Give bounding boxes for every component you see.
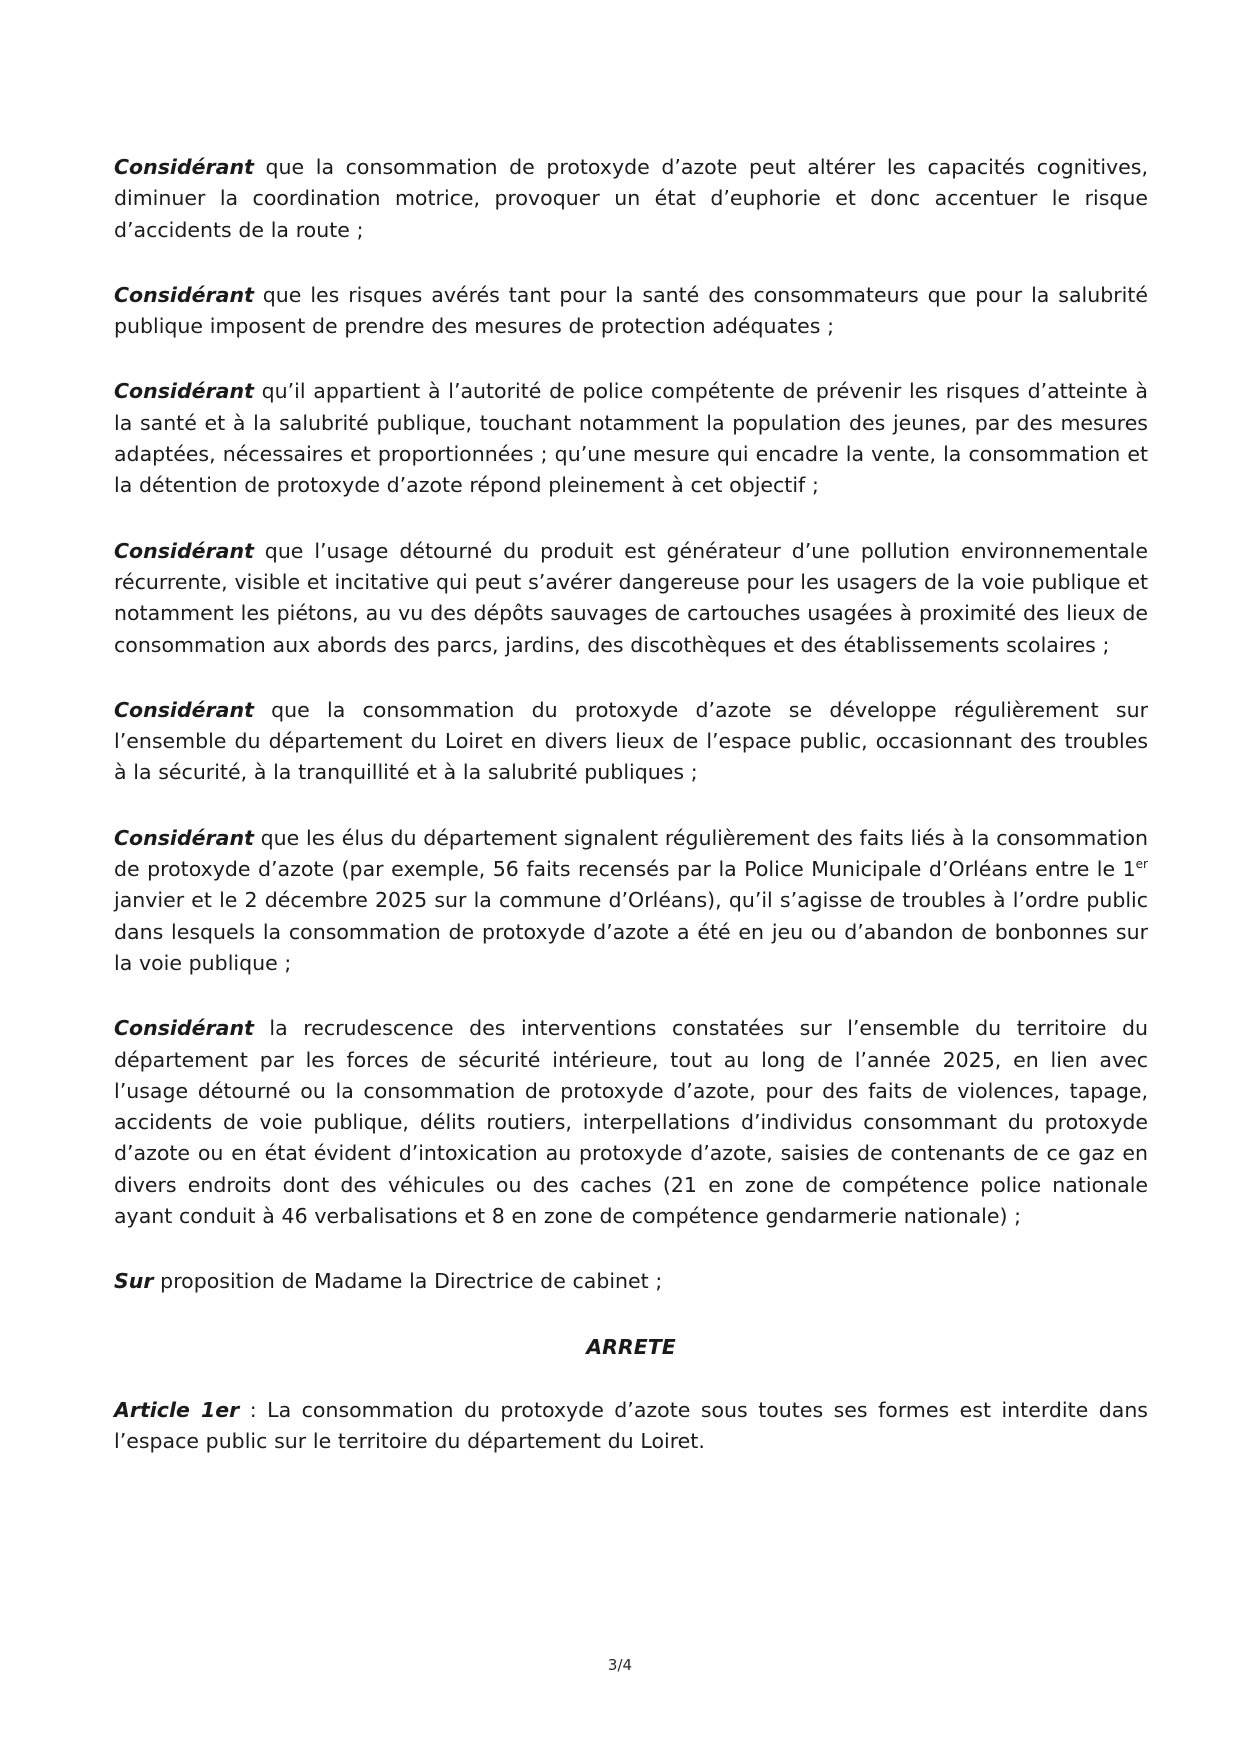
paragraph-lead: Considérant [114,155,254,179]
considerant-paragraph-1 [114,152,1148,246]
considerant-paragraph-4 [114,536,1148,661]
considerant-paragraph-5 [114,695,1148,789]
paragraph-text: la recrudescence des interventions constatées sur l’ensemble du territoire du département par les forces de sécurité intérieure, tout au long de l’année 2025, en lien avec l’usage détourné ou la consommation de protoxyde d’azote, pour des faits de violences, tapage, accidents de voie publique, délits routiers, interpellations d’individus consommant du protoxyde d’azote ou en état évident d’intoxication au protoxyde d’azote, saisies de contenants de ce gaz en divers endroits dont des véhicules ou des caches (21 en zone de compétence police nationale ayant conduit à 46 verbalisations et 8 en zone de compétence gendarmerie nationale) ; [114,1016,1148,1229]
paragraph-lead: Sur [114,1269,154,1294]
paragraph-text: que la consommation de protoxyde d’azote peut altérer les capacités cognitives, diminuer la coordination motrice, provoquer un état d’euphorie et donc accentuer le risque d’accidents de la route ; [114,155,1148,242]
ordinal-superscript: er [1135,857,1148,872]
paragraph-lead: Considérant [114,1016,254,1041]
paragraph-lead: Considérant [114,825,254,850]
article-1-paragraph [114,1395,1148,1458]
considerant-paragraph-7 [114,1013,1148,1232]
article-text: : La consommation du protoxyde d’azote sous toutes ses formes est interdite dans l’espace public sur le territoire du département du Loiret. [114,1397,1148,1453]
paragraph-lead: Considérant [114,697,254,722]
paragraph-text: proposition de Madame la Directrice de cabinet ; [153,1269,663,1294]
paragraph-text: que les élus du département signalent régulièrement des faits liés à la consommation de protoxyde d’azote (par exemple, 56 faits recensés par la Police Municipale d’Orléans entre le 1 [114,825,1148,882]
considerant-paragraph-6 [114,823,1148,979]
paragraph-lead: Considérant [114,538,254,563]
arrete-heading: ARRETE [586,1334,676,1359]
considerant-paragraph-2 [114,280,1148,343]
paragraph-lead: Considérant [114,282,254,307]
paragraph-text: qu’il appartient à l’autorité de police compétente de prévenir les risques d’atteinte à la santé et à la salubrité publique, touchant notamment la population des jeunes, par des mesures adaptées, nécessaires et proportionnées ; qu’une mesure qui encadre la vente, la consommation et la détention de protoxyde d’azote répond pleinement à cet objectif ; [114,379,1148,498]
paragraph-lead: Considérant [114,379,254,404]
paragraph-text: que l’usage détourné du produit est générateur d’une pollution environnementale récurrente, visible et incitative qui peut s’avérer dangereuse pour les usagers de la voie publique et notamment les piétons, au vu des dépôts sauvages de cartouches usagées à proximité des lieux de consommation aux abords des parcs, jardins, des discothèques et des établissements scolaires ; [114,538,1148,657]
paragraph-text: que les risques avérés tant pour la santé des consommateurs que pour la salubrité publique imposent de prendre des mesures de protection adéquates ; [114,282,1148,339]
page-number: 3/4 [607,1656,633,1674]
considerant-paragraph-3 [114,376,1148,501]
article-lead: Article 1er [114,1397,240,1422]
paragraph-text: que la consommation du protoxyde d’azote se développe régulièrement sur l’ensemble du département du Loiret en divers lieux de l’espace public, occasionnant des troubles à la sécurité, à la tranquillité et à la salubrité publiques ; [114,697,1148,785]
paragraph-text-continued: janvier et le 2 décembre 2025 sur la commune d’Orléans), qu’il s’agisse de troubles à l’ordre public dans lesquels la consommation de protoxyde d’azote a été en jeu ou d’abandon de bonbonnes sur la voie publique ; [114,888,1148,975]
proposal-paragraph [114,1266,1148,1297]
